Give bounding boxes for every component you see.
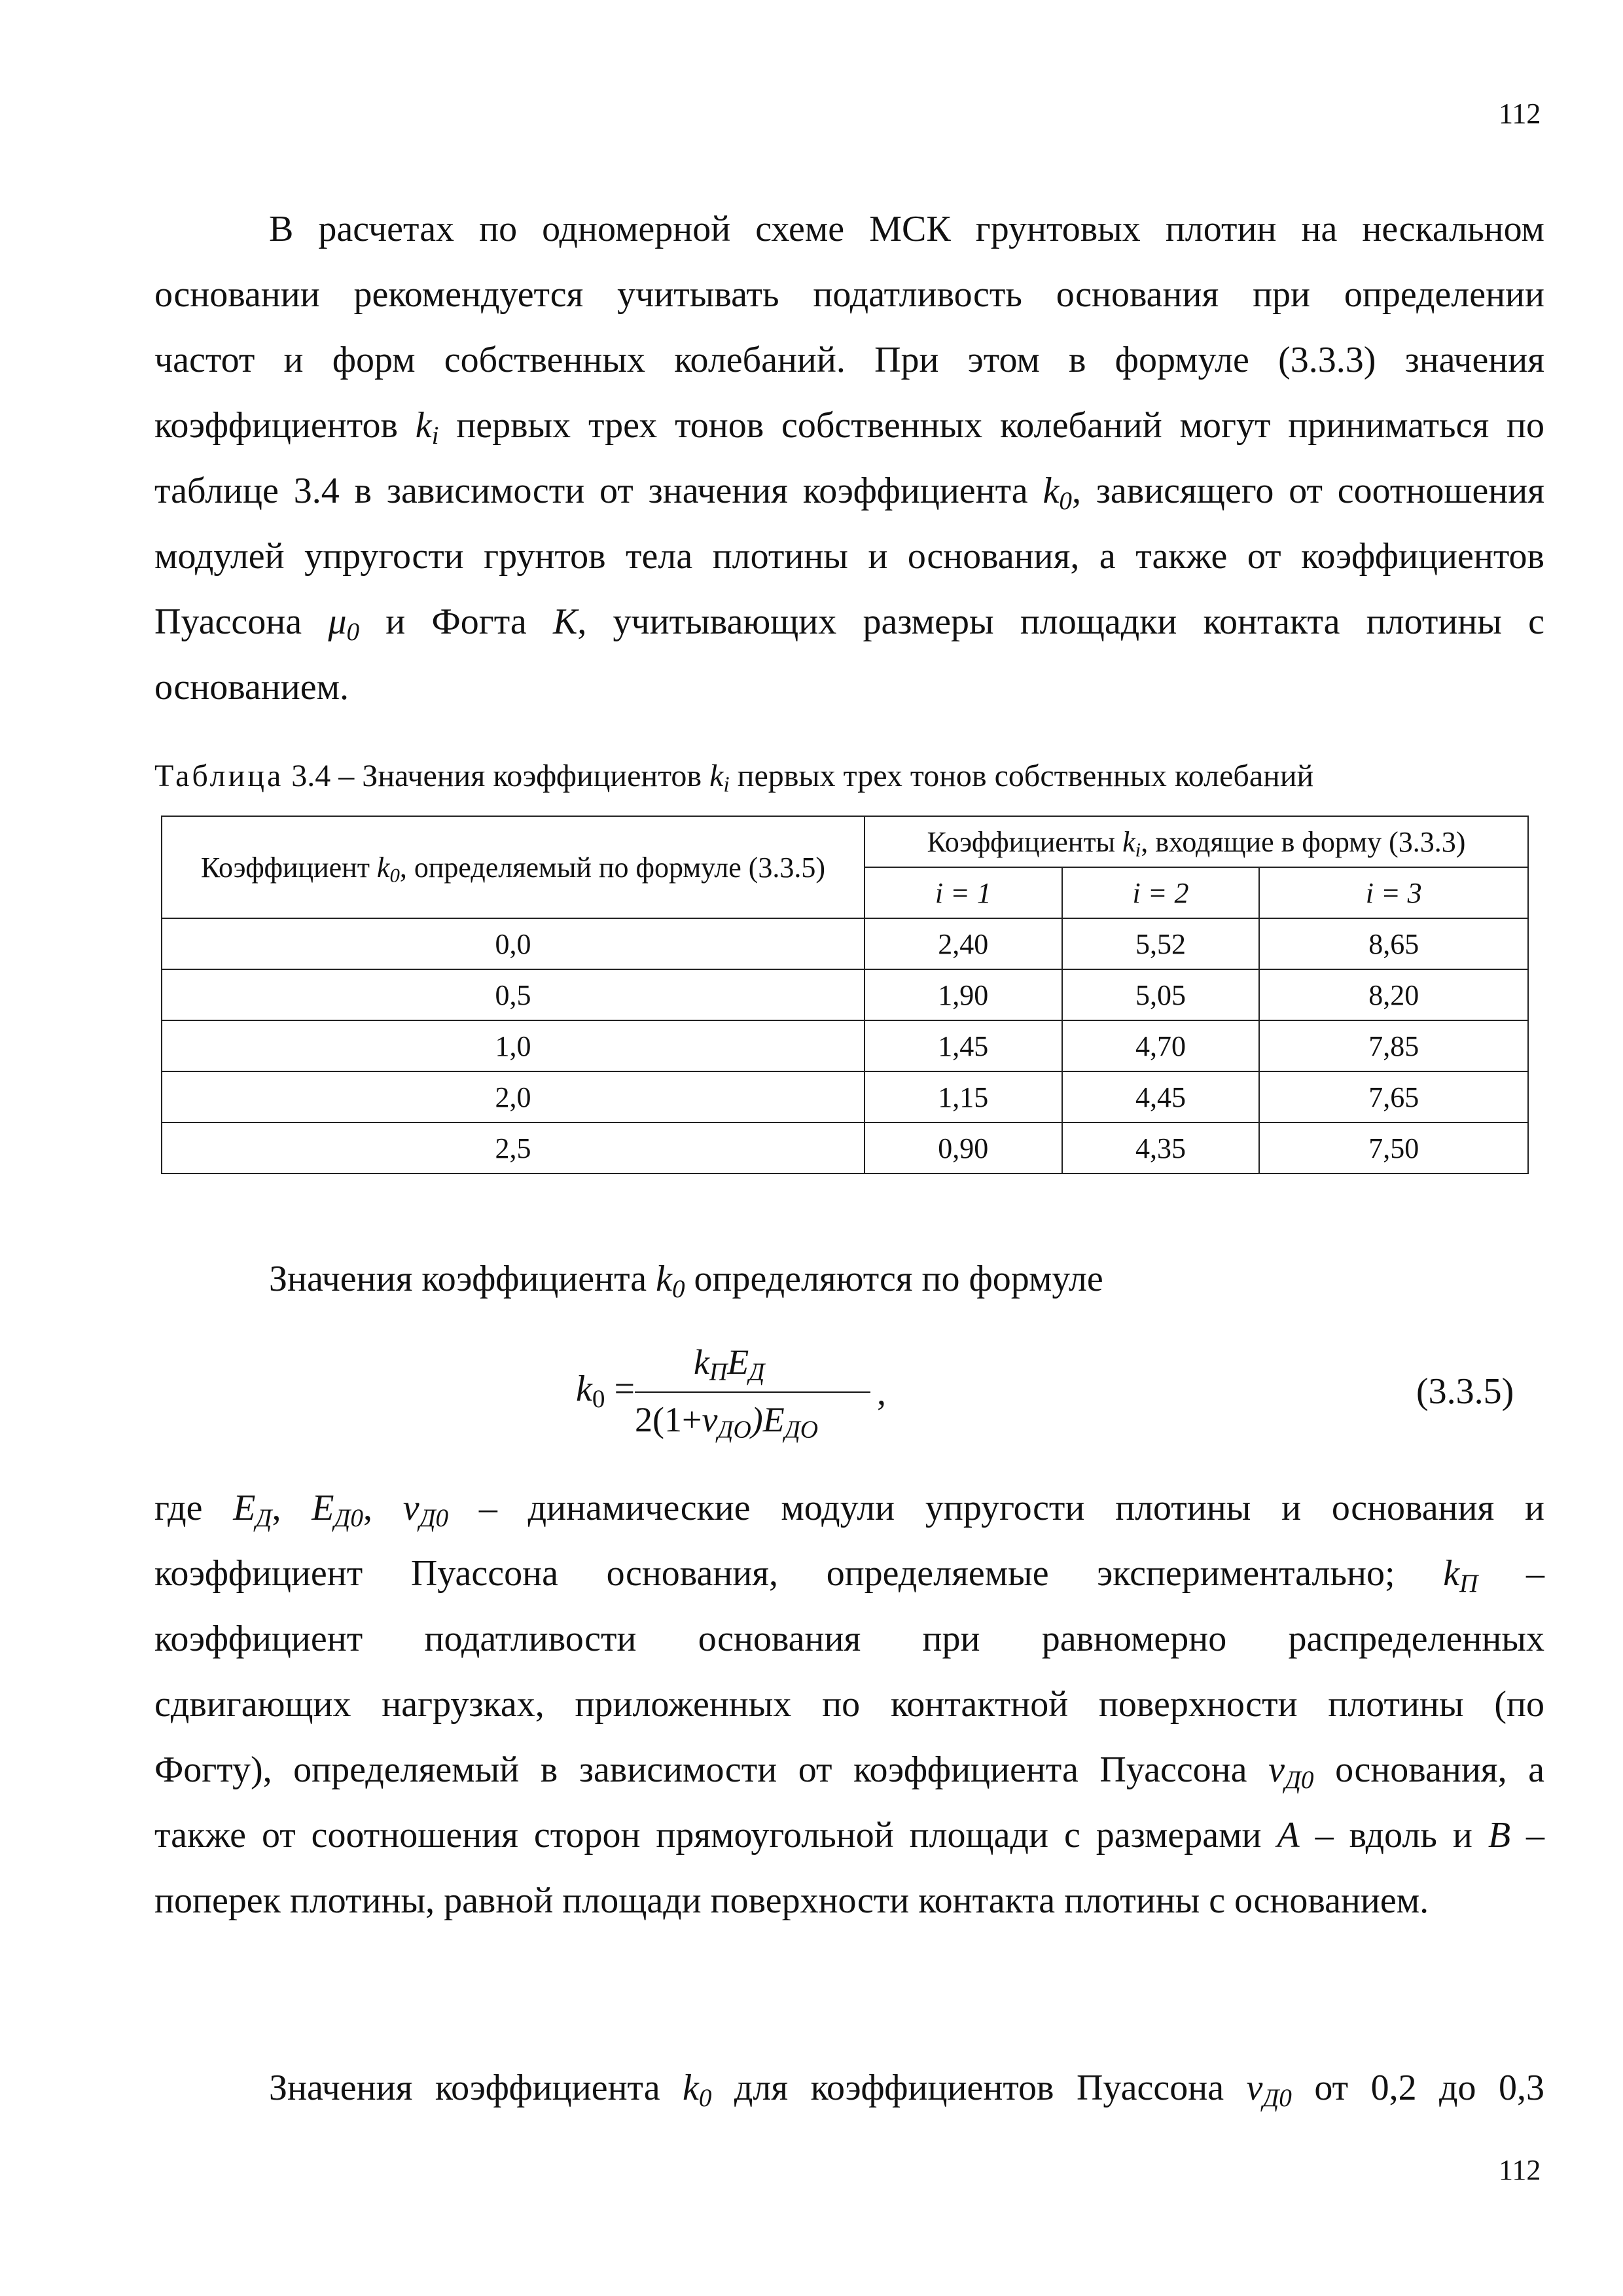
table-subheader: i = 2: [1062, 867, 1260, 918]
table-subheader: i = 1: [865, 867, 1062, 918]
table-cell: 1,90: [865, 969, 1062, 1020]
table-cell: 7,50: [1259, 1122, 1528, 1174]
formula-denominator: $2(1+\nu_{ДО})E_{ДО}$: [635, 1400, 819, 1444]
paragraph-line: коэффициентов $k_i$ первых трех тонов собственных колебаний могут приниматься по: [154, 405, 1544, 450]
table-cell: 2,40: [865, 918, 1062, 969]
paragraph-line: сдвигающих нагрузках, приложенных по контактной поверхности плотины (по: [154, 1684, 1544, 1725]
table-row: [162, 1071, 1528, 1122]
table-cell: 4,45: [1062, 1071, 1260, 1122]
paragraph-continuation: [154, 2055, 1544, 2121]
table-row: [162, 918, 1528, 969]
table-cell: 5,52: [1062, 918, 1260, 969]
table-header-k0: Коэффициент $k_0$, определяемый по формуле (3.3.5): [162, 816, 865, 918]
formula-lhs: $k_0$ =: [576, 1369, 635, 1413]
table-cell: 8,20: [1259, 969, 1528, 1020]
table-caption: Таблица 3.4 – Значения коэффициентов $k_i$ первых трех тонов собственных колебаний: [154, 759, 1314, 797]
table-cell: 0,90: [865, 1122, 1062, 1174]
table-cell: 0,0: [162, 918, 865, 969]
paragraph-line: Значения коэффициента $k_0$ определяются по формуле: [269, 1259, 1103, 1303]
paragraph-formula-intro: [154, 1246, 1544, 1312]
paragraph-intro: [154, 196, 1544, 720]
coefficients-table: [161, 816, 1529, 1174]
paragraph-line: основании рекомендуется учитывать податливость основания при определении: [154, 274, 1544, 315]
table-cell: 4,35: [1062, 1122, 1260, 1174]
paragraph-line: основанием.: [154, 667, 349, 708]
paragraph-line: где $E_Д$, $E_{Д0}$, $\nu_{Д0}$ – динамические модули упругости плотины и основания и: [154, 1488, 1545, 1532]
table-row: [162, 1020, 1528, 1071]
paragraph-line: Значения коэффициента $k_0$ для коэффициентов Пуассона $\nu_{Д0}$ от 0,2 до 0,3: [269, 2068, 1544, 2112]
paragraph-line: В расчетах по одномерной схеме МСК грунтовых плотин на нескальном: [269, 209, 1544, 249]
table-cell: 7,65: [1259, 1071, 1528, 1122]
formula-comma: ,: [877, 1372, 886, 1413]
paragraph-line: поперек плотины, равной площади поверхности контакта плотины с основанием.: [154, 1880, 1429, 1921]
table-cell: 7,85: [1259, 1020, 1528, 1071]
table-subheader: i = 3: [1259, 867, 1528, 918]
table-row: [162, 1122, 1528, 1174]
paragraph-definitions: [154, 1475, 1544, 1933]
paragraph-line: также от соотношения сторон прямоугольной площади с размерами A – вдоль и B –: [154, 1815, 1544, 1856]
table-cell: 5,05: [1062, 969, 1260, 1020]
fraction-bar: [635, 1391, 870, 1393]
formula-number: (3.3.5): [1416, 1371, 1514, 1412]
table-header-ki: Коэффициенты $k_i$, входящие в форму (3.3.3): [865, 816, 1528, 867]
paragraph-line: таблице 3.4 в зависимости от значения коэффициента $k_0$, зависящего от соотношения: [154, 471, 1545, 515]
table-cell: 1,15: [865, 1071, 1062, 1122]
paragraph-line: коэффициент податливости основания при равномерно распределенных: [154, 1619, 1544, 1659]
paragraph-line: Фогту), определяемый в зависимости от коэффициента Пуассона $\nu_{Д0}$ основания, а: [154, 1749, 1545, 1794]
paragraph-line: Пуассона $\mu_0$ и Фогта K, учитывающих размеры площадки контакта плотины с: [154, 601, 1545, 646]
table-cell: 4,70: [1062, 1020, 1260, 1071]
table-cell: 1,45: [865, 1020, 1062, 1071]
paragraph-line: частот и форм собственных колебаний. При этом в формуле (3.3.3) значения: [154, 340, 1544, 380]
page-number-bottom: 112: [1499, 2154, 1541, 2186]
table-cell: 0,5: [162, 969, 865, 1020]
table-cell: 2,0: [162, 1071, 865, 1122]
table-row: [162, 969, 1528, 1020]
table-cell: 1,0: [162, 1020, 865, 1071]
table-cell: 2,5: [162, 1122, 865, 1174]
paragraph-line: коэффициент Пуассона основания, определяемые экспериментально; $k_П$ –: [154, 1553, 1545, 1598]
paragraph-line: модулей упругости грунтов тела плотины и основания, а также от коэффициентов: [154, 536, 1544, 577]
formula-numerator: $k_ПE_Д$: [694, 1342, 765, 1386]
table-cell: 8,65: [1259, 918, 1528, 969]
page-number-top: 112: [1499, 98, 1541, 130]
